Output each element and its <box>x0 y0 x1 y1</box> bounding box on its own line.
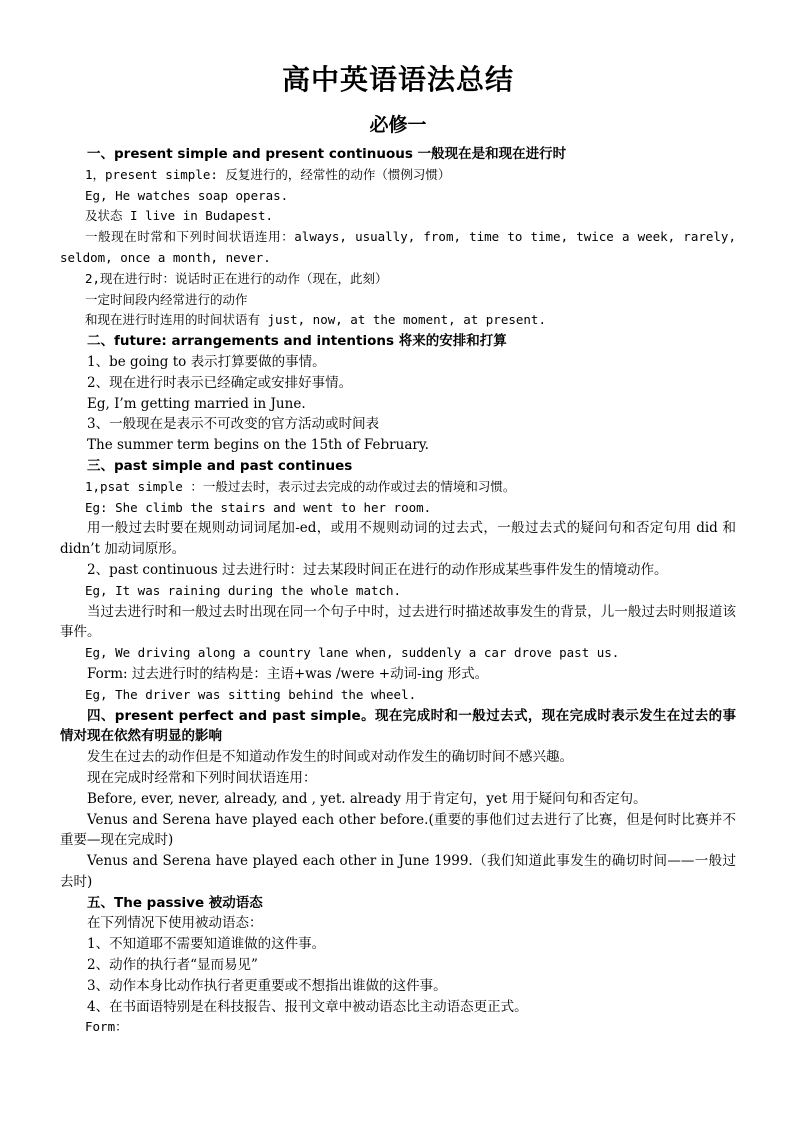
page-title: 高中英语语法总结 <box>281 63 514 96</box>
list-item: 2、动作的执行者“显而易见” <box>87 957 258 974</box>
example-sentence: Eg, It was raining during the whole match. <box>85 582 402 598</box>
paragraph: 及状态 I live in Budapest. <box>85 208 274 224</box>
paragraph: Form: 过去进行时的结构是：主语+was /were +动词-ing 形式。 <box>87 665 489 682</box>
paragraph: 现在完成时经常和下列时间状语连用： <box>87 769 317 786</box>
paragraph: 1、be going to 表示打算要做的事情。 <box>87 353 326 370</box>
paragraph: Form： <box>85 1019 128 1035</box>
paragraph: 1，present simple: 反复进行的，经常性的动作（惯例习惯） <box>85 166 451 182</box>
paragraph: 一般现在时常和下列时间状语连用：always, usually, from, time to time, twice a week, rarely, seldom, once a month, never. <box>60 229 736 265</box>
page-subtitle: 必修一 <box>369 114 427 136</box>
list-item: 1、不知道耶不需要知道谁做的这件事。 <box>87 936 326 953</box>
paragraph: 在下列情况下使用被动语态： <box>87 915 263 932</box>
paragraph: 和现在进行时连用的时间状语有 just, now, at the moment, at present. <box>85 312 546 328</box>
paragraph: 一定时间段内经常进行的动作 <box>85 291 248 307</box>
paragraph: 3、一般现在是表示不可改变的官方活动或时间表 <box>87 416 380 433</box>
paragraph: 当过去进行时和一般过去时出现在同一个句子中时，过去进行时描述故事发生的背景，儿一般过去时则报道该事件。 <box>60 603 736 641</box>
paragraph: 2、past continuous 过去进行时：过去某段时间正在进行的动作形成某些事件发生的情境动作。 <box>87 561 668 578</box>
example-sentence: Eg, I’m getting married in June. <box>87 395 306 412</box>
example-sentence: Eg, We driving along a country lane when, suddenly a car drove past us. <box>85 645 620 661</box>
section-heading-2: 二、future: arrangements and intentions 将来的安排和打算 <box>87 333 507 350</box>
list-item: 3、动作本身比动作执行者更重要或不想指出谁做的这件事。 <box>87 977 447 994</box>
paragraph: 1,psat simple ：一般过去时，表示过去完成的动作或过去的情境和习惯。 <box>85 478 516 494</box>
example-sentence: Venus and Serena have played each other in June 1999.（我们知道此事发生的确切时间——一般过去时) <box>60 853 736 890</box>
section-heading-3: 三、past simple and past continues <box>87 457 353 474</box>
section-heading-5: 五、The passive 被动语态 <box>87 894 263 911</box>
paragraph: 2、现在进行时表示已经确定或安排好事情。 <box>87 374 353 391</box>
paragraph: 用一般过去时要在规则动词词尾加-ed，或用不规则动词的过去式，一般过去式的疑问句和否定句用 did 和 didn’t 加动词原形。 <box>60 520 736 558</box>
list-item: 4、在书面语特别是在科技报告、报刊文章中被动语态比主动语态更正式。 <box>87 998 528 1015</box>
example-sentence: Eg, He watches soap operas. <box>85 187 289 203</box>
document-body <box>60 144 736 1038</box>
paragraph: Before, ever, never, already, and , yet. already 用于肯定句，yet 用于疑问句和否定句。 <box>87 790 647 807</box>
paragraph: 2,现在进行时：说话时正在进行的动作（现在，此刻） <box>85 270 388 286</box>
paragraph: 发生在过去的动作但是不知道动作发生的时间或对动作发生的确切时间不感兴趣。 <box>87 749 573 766</box>
example-sentence: The summer term begins on the 15th of February. <box>87 437 429 454</box>
section-heading-4: 四、present perfect and past simple。现在完成时和一般过去式，现在完成时表示发生在过去的事情对现在依然有明显的影响 <box>60 707 736 745</box>
example-sentence: Eg, The driver was sitting behind the wheel. <box>85 686 417 702</box>
section-heading-1: 一、present simple and present continuous 一般现在是和现在进行时 <box>87 146 567 162</box>
example-sentence: Eg: She climb the stairs and went to her room. <box>85 499 432 515</box>
example-sentence: Venus and Serena have played each other before.(重要的事他们过去进行了比赛，但是何时比赛并不重要—现在完成时) <box>60 811 736 849</box>
